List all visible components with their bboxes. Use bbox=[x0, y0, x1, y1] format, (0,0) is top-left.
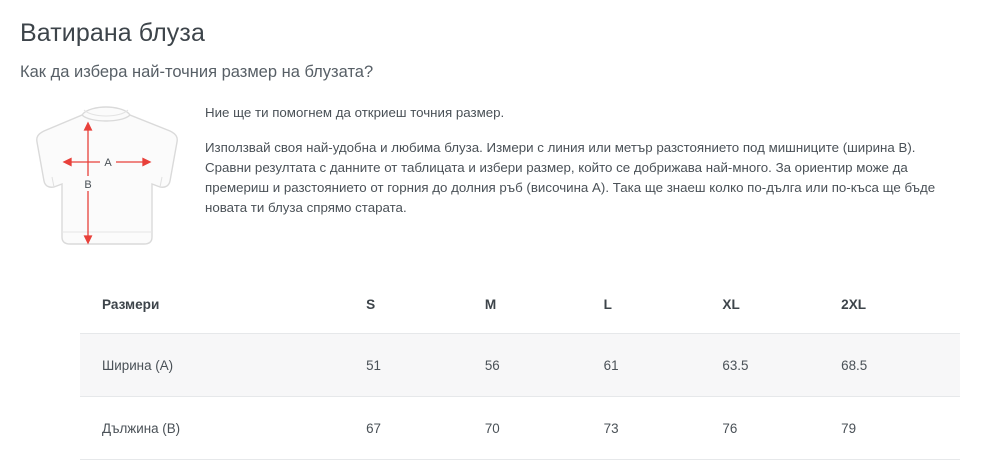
cell-length-2xl: 79 bbox=[841, 420, 857, 436]
intro-paragraph-2: Използвай своя най-удобна и любима блуза. Измери с линия или метър разстоянието под мишниците (ширина B). Сравни резултата с данните от таблицата и избери размер, който се добрижава най-много. За ориентир може да премериш и разстоянието от горния до долния ръб (височина A). Така ще знаеш колко по-дълга или по-къса ще бъде новата ти блуза спрямо старата. bbox=[205, 139, 936, 216]
size-table bbox=[80, 275, 960, 460]
cell-length-s: 67 bbox=[366, 420, 381, 436]
sweatshirt-diagram bbox=[20, 99, 205, 261]
intro-paragraph-1: Ние ще ти помогнем да откриеш точния размер. bbox=[205, 105, 505, 121]
column-header-sizes: Размери bbox=[102, 296, 160, 312]
cell-length-xl: 76 bbox=[722, 420, 738, 436]
table-header-row bbox=[80, 275, 960, 334]
size-table-wrapper bbox=[20, 275, 980, 460]
cell-width-s: 51 bbox=[366, 357, 381, 373]
column-header-m: M bbox=[484, 296, 497, 312]
page-subtitle: Как да избера най-точния размер на блузата? bbox=[20, 63, 374, 81]
table-row bbox=[80, 334, 960, 397]
figure-label-a: A bbox=[104, 157, 112, 170]
cell-width-l: 61 bbox=[603, 357, 619, 373]
cell-length-l: 73 bbox=[603, 420, 619, 436]
page-title: Ватирана блуза bbox=[20, 19, 205, 47]
cell-width-2xl: 68.5 bbox=[841, 357, 868, 373]
column-header-2xl: 2XL bbox=[841, 296, 867, 312]
row-label-width: Ширина (A) bbox=[102, 357, 174, 373]
sweatshirt-icon bbox=[20, 101, 205, 261]
column-header-s: S bbox=[366, 296, 376, 312]
intro-text bbox=[205, 99, 980, 218]
cell-width-m: 56 bbox=[484, 357, 500, 373]
figure-label-b: B bbox=[84, 179, 92, 192]
table-row bbox=[80, 397, 960, 460]
cell-length-m: 70 bbox=[484, 420, 500, 436]
size-table-head bbox=[80, 275, 960, 334]
cell-width-xl: 63.5 bbox=[722, 357, 749, 373]
column-header-xl: XL bbox=[722, 296, 740, 312]
column-header-l: L bbox=[603, 296, 612, 312]
size-table-body bbox=[80, 334, 960, 460]
intro-section bbox=[20, 99, 980, 261]
row-label-length: Дължина (B) bbox=[102, 420, 181, 436]
